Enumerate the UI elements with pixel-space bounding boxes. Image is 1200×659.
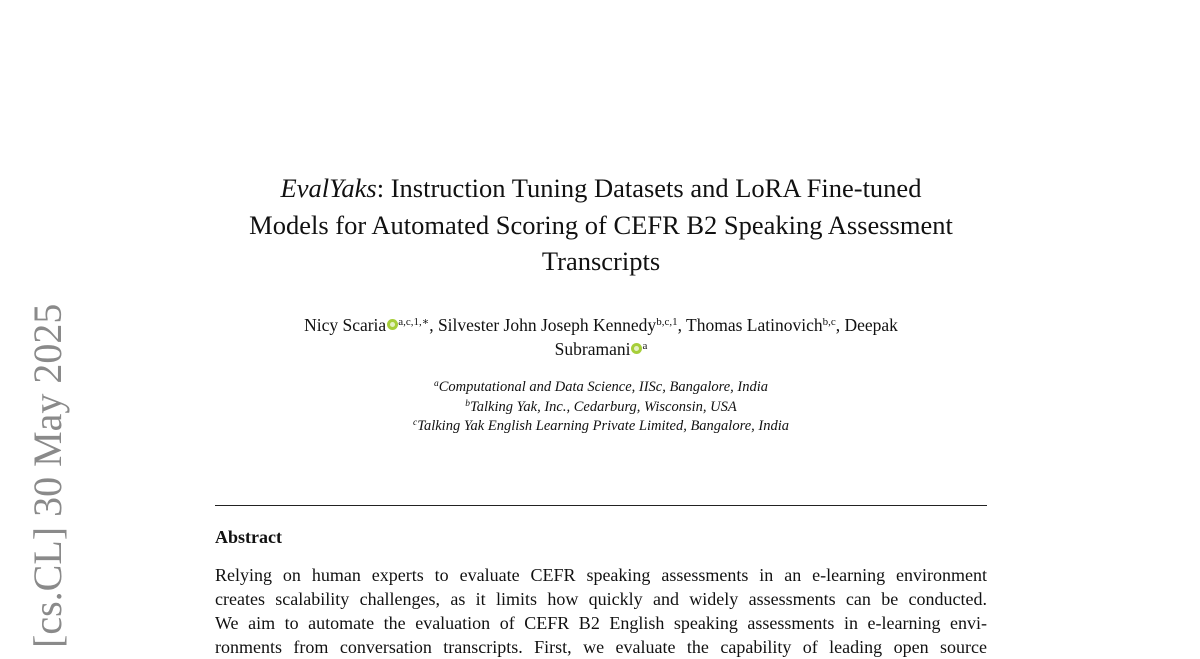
abstract-line: Relying on human experts to evaluate CEFR speaking assessments in an e-learning environment xyxy=(215,565,987,585)
title-line2: Models for Automated Scoring of CEFR B2 Speaking Assessment xyxy=(249,209,953,240)
affiliation-mark: a xyxy=(433,379,439,389)
author-separator: , Deepak xyxy=(835,315,898,335)
author-list xyxy=(215,313,987,361)
title-italic-part: EvalYaks xyxy=(280,173,377,203)
author-affil-marks: a xyxy=(642,340,648,352)
abstract-heading: Abstract xyxy=(215,527,282,547)
author-separator: , xyxy=(429,315,438,335)
author-affil-marks: b,c xyxy=(822,316,836,328)
affiliation xyxy=(215,398,987,418)
paper-title xyxy=(215,170,987,280)
title-line3: Transcripts xyxy=(541,246,661,276)
abstract-line: We aim to automate the evaluation of CEFR B2 English speaking assessments in e-learning envi- xyxy=(215,613,987,633)
author-affil-marks: a,c,1,∗ xyxy=(398,316,430,328)
orcid-icon[interactable] xyxy=(631,343,642,354)
affiliation-text: Talking Yak English Learning Private Limited, Bangalore, India xyxy=(417,418,789,434)
author-separator: , xyxy=(677,315,687,335)
author-name: Subramani xyxy=(554,339,631,359)
affiliation-list xyxy=(215,378,987,437)
orcid-icon[interactable] xyxy=(387,319,398,330)
affiliation xyxy=(215,417,987,437)
author-name: Thomas Latinovich xyxy=(686,315,823,335)
author-affil-marks: b,c,1 xyxy=(656,316,678,328)
author-name: Silvester John Joseph Kennedy xyxy=(437,315,657,335)
abstract-line: creates scalability challenges, as it limits how quickly and widely assessments can be conducted. xyxy=(215,589,987,609)
affiliation-mark: b xyxy=(465,398,471,409)
affiliation-text: Talking Yak, Inc., Cedarburg, Wisconsin, USA xyxy=(470,398,737,415)
abstract-line: ronments from conversation transcripts. First, we evaluate the capability of leading open source xyxy=(215,637,987,657)
affiliation-mark: c xyxy=(413,418,418,428)
affiliation xyxy=(215,378,987,398)
horizontal-rule xyxy=(215,505,987,506)
abstract-body xyxy=(215,563,987,659)
author-name: Nicy Scaria xyxy=(304,315,387,335)
title-line1-rest: : Instruction Tuning Datasets and LoRA Fine-tuned xyxy=(376,173,922,203)
affiliation-text: Computational and Data Science, IISc, Bangalore, India xyxy=(438,379,769,395)
arxiv-side-stamp: [cs.CL] 30 May 2025 xyxy=(25,303,70,648)
